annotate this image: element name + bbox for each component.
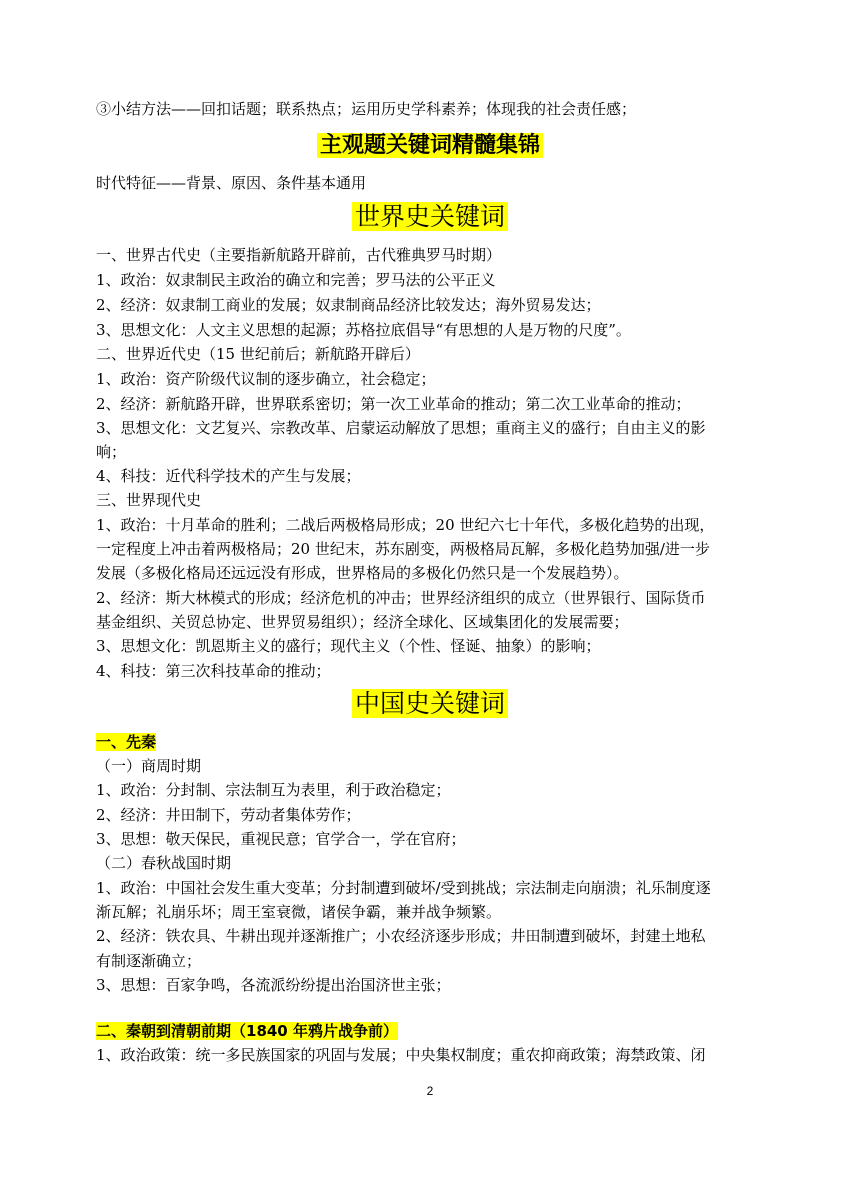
world-line: 4、科技：近代科学技术的产生与发展； [96, 467, 361, 485]
world-line: 2、经济：奴隶制工商业的发展；奴隶制商品经济比较发达；海外贸易发达； [96, 296, 601, 314]
world-line: 3、思想文化：人文主义思想的起源；苏格拉底倡导“有思想的人是万物的尺度”。 [96, 321, 631, 339]
china-section-2: 二、秦朝到清朝前期（1840 年鸦片战争前） [96, 1022, 398, 1040]
world-line: 2、经济：斯大林模式的形成；经济危机的冲击；世界经济组织的成立（世界银行、国际货币 [96, 589, 706, 607]
world-line: 三、世界现代史 [96, 491, 202, 509]
china-line: 1、政治：分封制、宗法制互为表里，利于政治稳定； [96, 781, 451, 799]
china-line: （一）商周时期 [96, 757, 202, 775]
era-note: 时代特征——背景、原因、条件基本通用 [96, 174, 367, 192]
china-line: 3、思想：敬天保民，重视民意；官学合一，学在官府； [96, 830, 466, 848]
world-heading: 世界史关键词 [352, 202, 508, 231]
world-line: 1、政治：奴隶制民主政治的确立和完善；罗马法的公平正义 [96, 271, 496, 289]
china-line: 渐瓦解；礼崩乐坏；周王室衰微，诸侯争霸，兼并战争频繁。 [96, 903, 502, 921]
china-section-2-wrap [96, 1021, 768, 1041]
china-line: 2、经济：铁农具、牛耕出现并逐渐推广；小农经济逐步形成；井田制遭到破坏，封建土地私 [96, 927, 706, 945]
china-section-1-wrap [96, 732, 768, 752]
china-heading: 中国史关键词 [352, 689, 508, 718]
china-line: 有制逐渐确立； [96, 952, 202, 970]
china-line: 2、经济：井田制下，劳动者集体劳作； [96, 806, 361, 824]
intro-line: ③小结方法——回扣话题；联系热点；运用历史学科素养；体现我的社会责任感； [96, 100, 637, 118]
world-line: 1、政治：十月革命的胜利；二战后两极格局形成；20 世纪六七十年代，多极化趋势的出现， [96, 516, 715, 534]
china-heading-wrap [0, 685, 860, 723]
world-line: 4、科技：第三次科技革命的推动； [96, 662, 331, 680]
world-line: 3、思想文化：文艺复兴、宗教改革、启蒙运动解放了思想；重商主义的盛行；自由主义的影 [96, 419, 706, 437]
world-line: 基金组织、关贸总协定、世界贸易组织）；经济全球化、区域集团化的发展需要； [96, 613, 629, 631]
world-line: 一定程度上冲击着两极格局；20 世纪末，苏东剧变，两极格局瓦解，多极化趋势加强/进一步 [96, 540, 710, 558]
china-line: 1、政治政策：统一多民族国家的巩固与发展；中央集权制度；重农抑商政策；海禁政策、闭 [96, 1046, 706, 1064]
china-line: 3、思想：百家争鸣，各流派纷纷提出治国济世主张； [96, 976, 451, 994]
world-line: 1、政治：资产阶级代议制的逐步确立，社会稳定； [96, 370, 436, 388]
china-section-1: 一、先秦 [96, 733, 157, 751]
page-number: 2 [426, 1084, 434, 1098]
world-line: 2、经济：新航路开辟，世界联系密切；第一次工业革命的推动；第二次工业革命的推动； [96, 395, 691, 413]
china-line: （二）春秋战国时期 [96, 854, 232, 872]
world-line: 3、思想文化：凯恩斯主义的盛行；现代主义（个性、怪诞、抽象）的影响； [96, 637, 601, 655]
world-line: 发展（多极化格局还远远没有形成，世界格局的多极化仍然只是一个发展趋势）。 [96, 564, 629, 582]
main-title-wrap [0, 130, 860, 162]
world-heading-wrap [0, 198, 860, 236]
world-line: 二、世界近代史（15 世纪前后；新航路开辟后） [96, 345, 420, 363]
main-title: 主观题关键词精髓集锦 [317, 133, 543, 158]
world-line: 一、世界古代史（主要指新航路开辟前，古代雅典罗马时期） [96, 246, 502, 264]
china-line: 1、政治：中国社会发生重大变革；分封制遭到破坏/受到挑战；宗法制走向崩溃；礼乐制度逐 [96, 879, 711, 897]
world-line: 响； [96, 443, 127, 461]
